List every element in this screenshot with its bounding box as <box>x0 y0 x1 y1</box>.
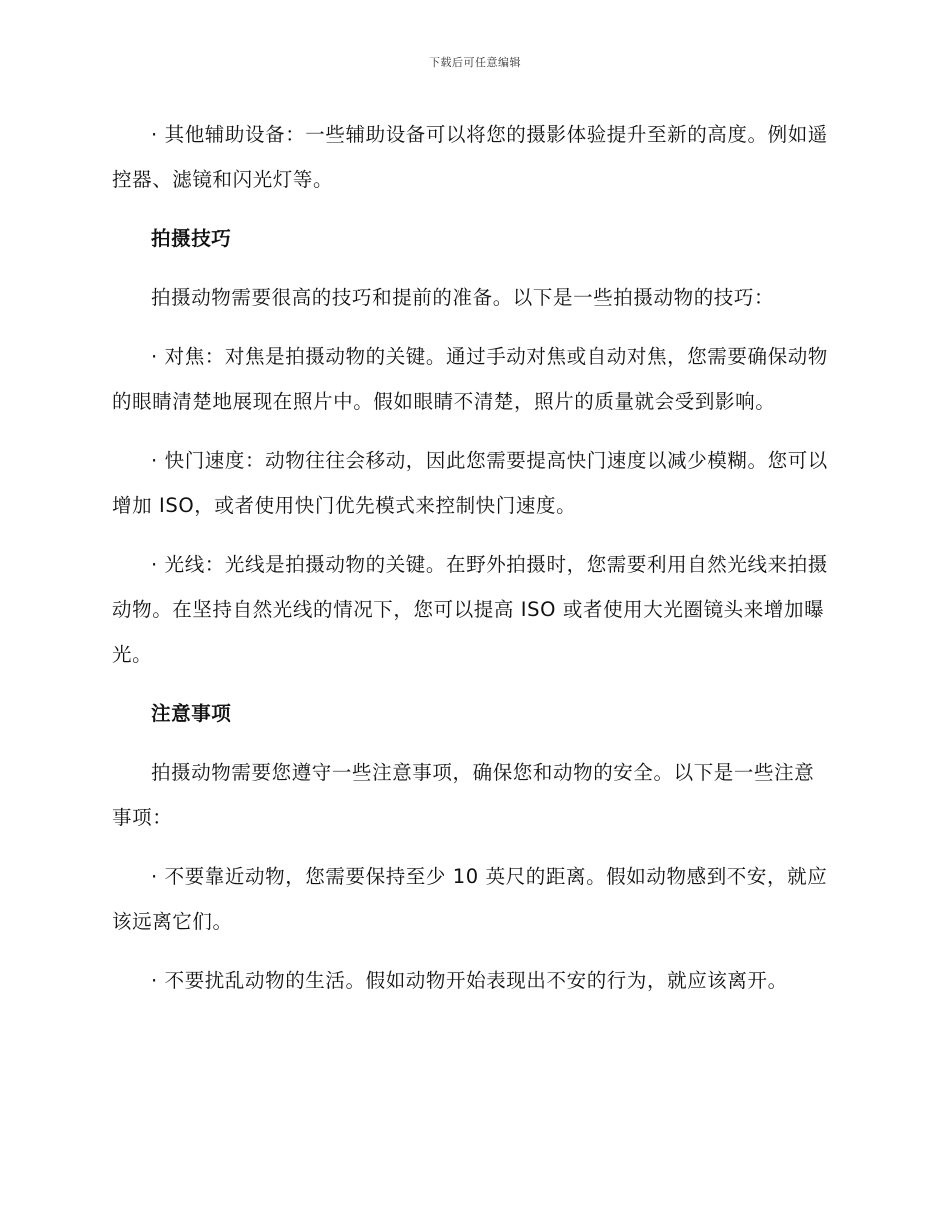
paragraph-auxiliary-equipment: · 其他辅助设备：一些辅助设备可以将您的摄影体验提升至新的高度。例如遥控器、滤镜和闪光灯等。 <box>112 123 828 191</box>
page-header: 下载后可任意编辑 <box>429 56 521 69</box>
paragraph-precautions-intro: 拍摄动物需要您遵守一些注意事项，确保您和动物的安全。以下是一些注意事项： <box>112 761 815 829</box>
paragraph-keep-distance: · 不要靠近动物，您需要保持至少 10 英尺的距离。假如动物感到不安，就应该远离它们。 <box>112 865 828 933</box>
paragraph-focus: · 对焦：对焦是拍摄动物的关键。通过手动对焦或自动对焦，您需要确保动物的眼睛清楚地展现在照片中。假如眼睛不清楚，照片的质量就会受到影响。 <box>112 345 828 413</box>
paragraph-techniques-intro: 拍摄动物需要很高的技巧和提前的准备。以下是一些拍摄动物的技巧： <box>151 286 775 309</box>
document-body <box>112 112 834 1017</box>
heading-precautions: 注意事项 <box>151 702 232 725</box>
paragraph-do-not-disturb: · 不要扰乱动物的生活。假如动物开始表现出不安的行为，就应该离开。 <box>151 969 788 992</box>
paragraph-lighting: · 光线：光线是拍摄动物的关键。在野外拍摄时，您需要利用自然光线来拍摄动物。在坚持自然光线的情况下，您可以提高 ISO 或者使用大光圈镜头来增加曝光。 <box>112 553 828 666</box>
heading-shooting-techniques: 拍摄技巧 <box>151 227 232 250</box>
paragraph-shutter-speed: · 快门速度：动物往往会移动，因此您需要提高快门速度以减少模糊。您可以增加 ISO，或者使用快门优先模式来控制快门速度。 <box>112 449 828 517</box>
